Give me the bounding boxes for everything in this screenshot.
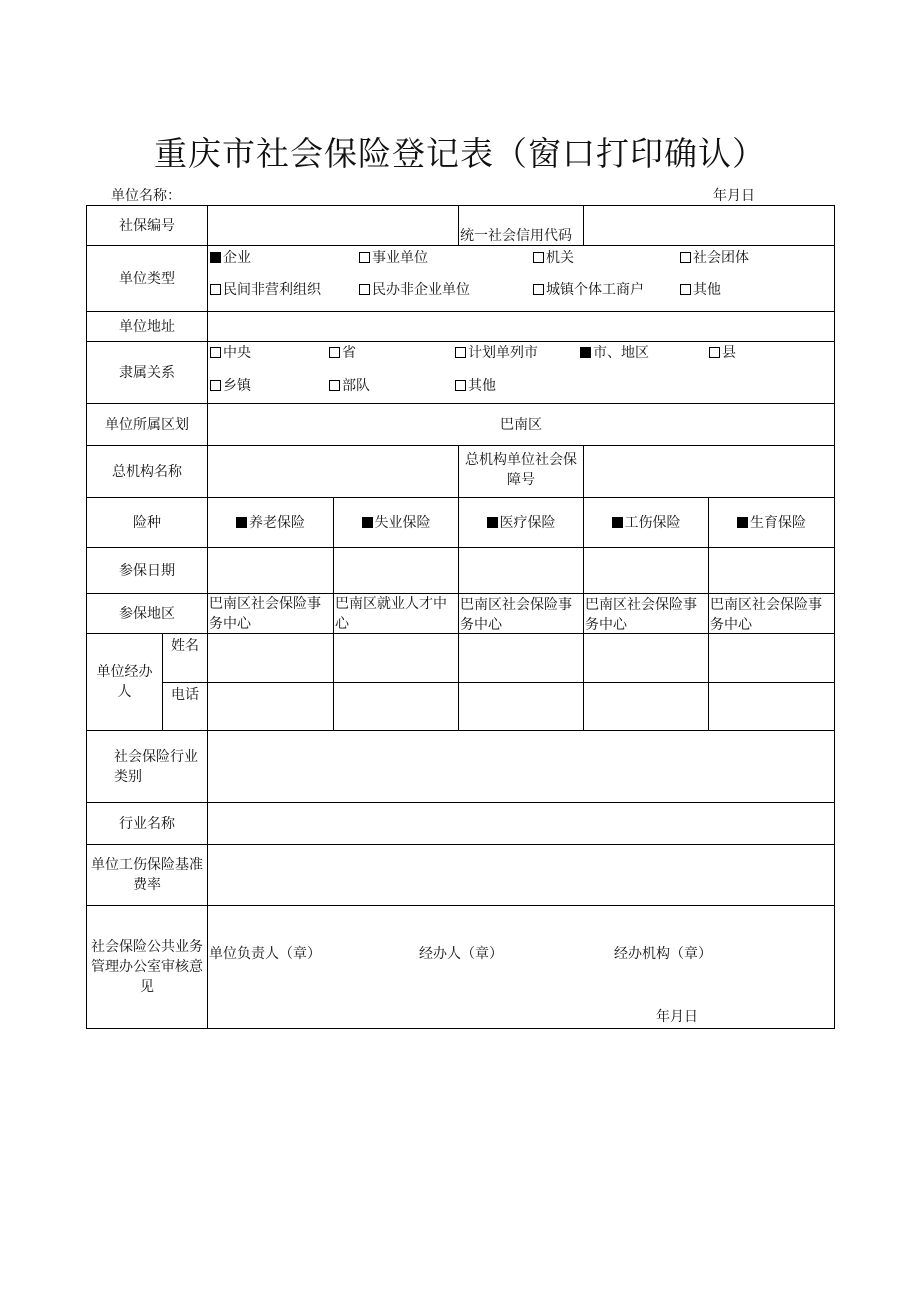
enroll-area-value: 巴南区社会保险事务中心 bbox=[208, 594, 334, 634]
checkbox-icon bbox=[680, 252, 691, 263]
agent-phone-field[interactable] bbox=[584, 683, 709, 731]
industry-category-field[interactable] bbox=[208, 731, 835, 803]
checkbox-icon bbox=[359, 284, 370, 295]
agent-name-field[interactable] bbox=[459, 634, 584, 683]
unit-name-label: 单位名称： bbox=[111, 188, 181, 204]
affiliation-option[interactable]: 部队 bbox=[329, 376, 370, 396]
credit-code-label-cell bbox=[459, 206, 584, 246]
unit-type-option[interactable]: 企业 bbox=[210, 248, 251, 268]
hq-ss-no-field[interactable] bbox=[584, 446, 835, 498]
checkbox-icon bbox=[236, 517, 247, 528]
unit-type-option[interactable]: 民办非企业单位 bbox=[359, 280, 470, 300]
unit-type-label: 单位类型 bbox=[87, 246, 208, 312]
enroll-area-value: 巴南区社会保险事务中心 bbox=[709, 594, 835, 634]
unit-type-option[interactable]: 机关 bbox=[533, 248, 574, 268]
checkbox-icon bbox=[362, 517, 373, 528]
enroll-date-field[interactable] bbox=[584, 548, 709, 594]
agent-phone-field[interactable] bbox=[208, 683, 334, 731]
review-opinion-area[interactable] bbox=[208, 906, 835, 1029]
checkbox-icon bbox=[737, 517, 748, 528]
agent-name-field[interactable] bbox=[584, 634, 709, 683]
unit-type-option[interactable]: 城镇个体工商户 bbox=[533, 280, 644, 300]
checkbox-icon bbox=[533, 252, 544, 263]
enroll-date-field[interactable] bbox=[709, 548, 835, 594]
hq-ss-no-label: 总机构单位社会保障号 bbox=[459, 446, 584, 498]
insurance-option[interactable]: 生育保险 bbox=[709, 498, 835, 548]
review-opinion-label: 社会保险公共业务管理办公室审核意见 bbox=[87, 906, 208, 1029]
enroll-area-value: 巴南区就业人才中心 bbox=[334, 594, 459, 634]
checkbox-icon bbox=[210, 252, 221, 263]
district-value[interactable]: 巴南区 bbox=[208, 404, 835, 446]
unit-type-option[interactable]: 其他 bbox=[680, 280, 721, 300]
unit-type-option[interactable]: 社会团体 bbox=[680, 248, 749, 268]
agent-name-field[interactable] bbox=[334, 634, 459, 683]
affiliation-option[interactable]: 县 bbox=[709, 343, 736, 363]
header-date: 年月日 bbox=[713, 188, 755, 204]
agent-phone-label: 电话 bbox=[163, 683, 208, 731]
checkbox-icon bbox=[455, 380, 466, 391]
checkbox-icon bbox=[455, 347, 466, 358]
credit-code-label: 统一社会信用代码 bbox=[460, 228, 572, 244]
affiliation-options bbox=[208, 342, 835, 404]
enroll-area-label: 参保地区 bbox=[87, 594, 208, 634]
agent-label: 单位经办人 bbox=[87, 634, 163, 731]
insurance-option[interactable]: 医疗保险 bbox=[459, 498, 584, 548]
agent-phone-field[interactable] bbox=[334, 683, 459, 731]
affiliation-option[interactable]: 省 bbox=[329, 343, 356, 363]
enroll-area-value: 巴南区社会保险事务中心 bbox=[584, 594, 709, 634]
checkbox-icon bbox=[210, 380, 221, 391]
agent-name-label: 姓名 bbox=[163, 634, 208, 683]
agent-phone-field[interactable] bbox=[459, 683, 584, 731]
enroll-date-label: 参保日期 bbox=[87, 548, 208, 594]
checkbox-icon bbox=[533, 284, 544, 295]
affiliation-option[interactable]: 其他 bbox=[455, 376, 496, 396]
credit-code-field[interactable] bbox=[584, 206, 835, 246]
checkbox-icon bbox=[210, 347, 221, 358]
agent-phone-field[interactable] bbox=[709, 683, 835, 731]
unit-address-label: 单位地址 bbox=[87, 312, 208, 342]
district-label: 单位所属区划 bbox=[87, 404, 208, 446]
injury-rate-field[interactable] bbox=[208, 845, 835, 906]
affiliation-option[interactable]: 计划单列市 bbox=[455, 343, 538, 363]
enroll-date-field[interactable] bbox=[459, 548, 584, 594]
agent-name-field[interactable] bbox=[709, 634, 835, 683]
hq-name-field[interactable] bbox=[208, 446, 459, 498]
checkbox-icon bbox=[580, 347, 591, 358]
checkbox-icon bbox=[329, 380, 340, 391]
industry-category-label: 社会保险行业类别 bbox=[87, 731, 208, 803]
industry-name-label: 行业名称 bbox=[87, 803, 208, 845]
unit-type-options bbox=[208, 246, 835, 312]
insurance-option[interactable]: 工伤保险 bbox=[584, 498, 709, 548]
checkbox-icon bbox=[612, 517, 623, 528]
unit-address-field[interactable] bbox=[208, 312, 835, 342]
affiliation-label: 隶属关系 bbox=[87, 342, 208, 404]
industry-name-field[interactable] bbox=[208, 803, 835, 845]
review-date: 年月日 bbox=[656, 1009, 698, 1025]
insurance-option[interactable]: 失业保险 bbox=[334, 498, 459, 548]
affiliation-option[interactable]: 乡镇 bbox=[210, 376, 251, 396]
enroll-date-field[interactable] bbox=[334, 548, 459, 594]
unit-type-option[interactable]: 事业单位 bbox=[359, 248, 428, 268]
hq-name-label: 总机构名称 bbox=[87, 446, 208, 498]
checkbox-icon bbox=[329, 347, 340, 358]
checkbox-icon bbox=[210, 284, 221, 295]
injury-rate-label: 单位工伤保险基准费率 bbox=[87, 845, 208, 906]
unit-head-signature: 单位负责人（章） bbox=[209, 946, 321, 962]
agent-name-field[interactable] bbox=[208, 634, 334, 683]
insurance-type-label: 险种 bbox=[87, 498, 208, 548]
social-security-no-label: 社保编号 bbox=[87, 206, 208, 246]
insurance-option[interactable]: 养老保险 bbox=[208, 498, 334, 548]
registration-form bbox=[86, 205, 835, 1029]
affiliation-option[interactable]: 市、地区 bbox=[580, 343, 649, 363]
unit-type-option[interactable]: 民间非营利组织 bbox=[210, 280, 321, 300]
checkbox-icon bbox=[359, 252, 370, 263]
agency-signature: 经办机构（章） bbox=[614, 946, 712, 962]
checkbox-icon bbox=[680, 284, 691, 295]
handler-signature: 经办人（章） bbox=[419, 946, 503, 962]
checkbox-icon bbox=[709, 347, 720, 358]
enroll-area-value: 巴南区社会保险事务中心 bbox=[459, 594, 584, 634]
form-title: 重庆市社会保险登记表（窗口打印确认） bbox=[154, 134, 766, 173]
social-security-no-field[interactable] bbox=[208, 206, 459, 246]
affiliation-option[interactable]: 中央 bbox=[210, 343, 251, 363]
enroll-date-field[interactable] bbox=[208, 548, 334, 594]
checkbox-icon bbox=[487, 517, 498, 528]
